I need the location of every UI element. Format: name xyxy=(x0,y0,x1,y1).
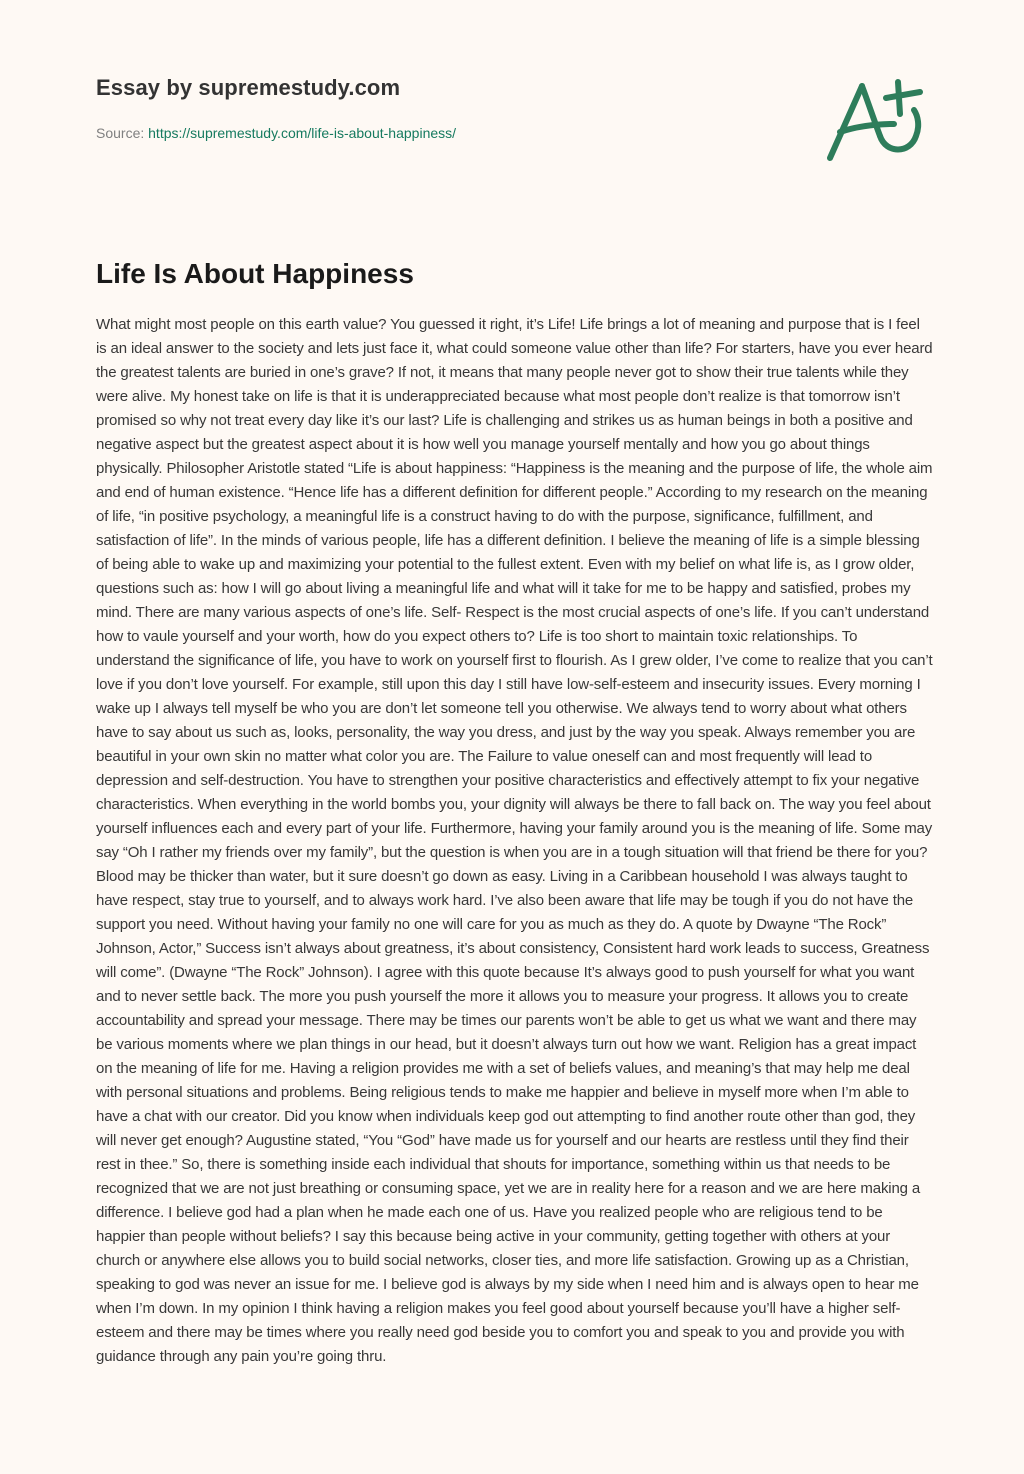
essay-title: Life Is About Happiness xyxy=(96,258,414,289)
source-label: Source: xyxy=(96,125,145,141)
site-title: Essay by supremestudy.com xyxy=(96,75,401,100)
source-line xyxy=(96,124,796,142)
source-link[interactable]: https://supremestudy.com/life-is-about-happiness/ xyxy=(148,125,457,141)
page-header xyxy=(96,70,796,142)
a-plus-grade-icon xyxy=(818,62,938,172)
essay-body: What might most people on this earth value? You guessed it right, it’s Life! Life brings a lot of meaning and purpose that is I feel is an ideal answer to the society and lets just face it, what could someone value other than life? For starters, have you ever heard the greatest talents are buried in one’s grave? If not, it means that many people never got to show their true talents while they were alive. My honest take on life is that it is underappreciated because what most people don’t realize is that tomorrow isn’t promised so why not treat every day like it’s our last? Life is challenging and strikes us as human beings in both a positive and negative aspect but the greatest aspect about it is how well you manage yourself mentally and how you go about things physically. Philosopher Aristotle stated “Life is about happiness: “Happiness is the meaning and the purpose of life, the whole aim and end of human existence. “Hence life has a different definition for different people.” According to my research on the meaning of life, “in positive psychology, a meaningful life is a construct having to do with the purpose, significance, fulfillment, and satisfaction of life”. In the minds of various people, life has a different definition. I believe the meaning of life is a simple blessing of being able to wake up and maximizing your potential to the fullest extent. Even with my belief on what life is, as I grow older, questions such as: how I will go about living a meaningful life and what will it take for me to be happy and satisfied, probes my mind. There are many various aspects of one’s life. Self- Respect is the most crucial aspects of one’s life. If you can’t understand how to vaule yourself and your worth, how do you expect others to? Life is too short to maintain toxic relationships. To understand the significance of life, you have to work on yourself first to flourish. As I grew older, I’ve come to realize that you can’t love if you don’t love yourself. For example, still upon this day I still have low-self-esteem and insecurity issues. Every morning I wake up I always tell myself be who you are don’t let someone tell you otherwise. We always tend to worry about what others have to say about us such as, looks, personality, the way you dress, and just by the way you speak. Always remember you are beautiful in your own skin no matter what color you are. The Failure to value oneself can and most frequently will lead to depression and self-destruction. You have to strengthen your positive characteristics and effectively attempt to fix your negative characteristics. When everything in the world bombs you, your dignity will always be there to fall back on. The way you feel about yourself influences each and every part of your life. Furthermore, having your family around you is the meaning of life. Some may say “Oh I rather my friends over my family”, but the question is when you are in a tough situation will that friend be there for you? Blood may be thicker than water, but it sure doesn’t go down as easy. Living in a Caribbean household I was always taught to have respect, stay true to yourself, and to always work hard. I’ve also been aware that life may be tough if you do not have the support you need. Without having your family no one will care for you as much as they do. A quote by Dwayne “The Rock” Johnson, Actor,” Success isn’t always about greatness, it’s about consistency, Consistent hard work leads to success, Greatness will come”. (Dwayne “The Rock” Johnson). I agree with this quote because It’s always good to push yourself for what you want and to never settle back. The more you push yourself the more it allows you to measure your progress. It allows you to create accountability and spread your message. There may be times our parents won’t be able to get us what we want and there may be various moments where we plan things in our head, but it doesn’t always turn out how we want. Religion has a great impact on the meaning of life for me. Having a religion provides me with a set of beliefs values, and meaning’s that may help me deal with personal situations and problems. Being religious tends to make me happier and believe in myself more when I’m able to have a chat with our creator. Did you know when individuals keep god out attempting to find another route other than god, they will never get enough? Augustine stated, “You “God” have made us for yourself and our hearts are restless until they find their rest in thee.” So, there is something inside each individual that shouts for importance, something within us that needs to be recognized that we are not just breathing or consuming space, yet we are in reality here for a reason and we are here making a difference. I believe god had a plan when he made each one of us. Have you realized people who are religious tend to be happier than people without beliefs? I say this because being active in your community, getting together with others at your church or anywhere else allows you to build social networks, closer ties, and more life satisfaction. Growing up as a Christian, speaking to god was never an issue for me. I believe god is always by my side when I need him and is always open to hear me when I’m down. In my opinion I think having a religion makes you feel good about yourself because you’ll have a higher self-esteem and there may be times where you really need god beside you to comfort you and speak to you and provide you with guidance through any pain you’re going thru. xyxy=(96,316,933,1365)
